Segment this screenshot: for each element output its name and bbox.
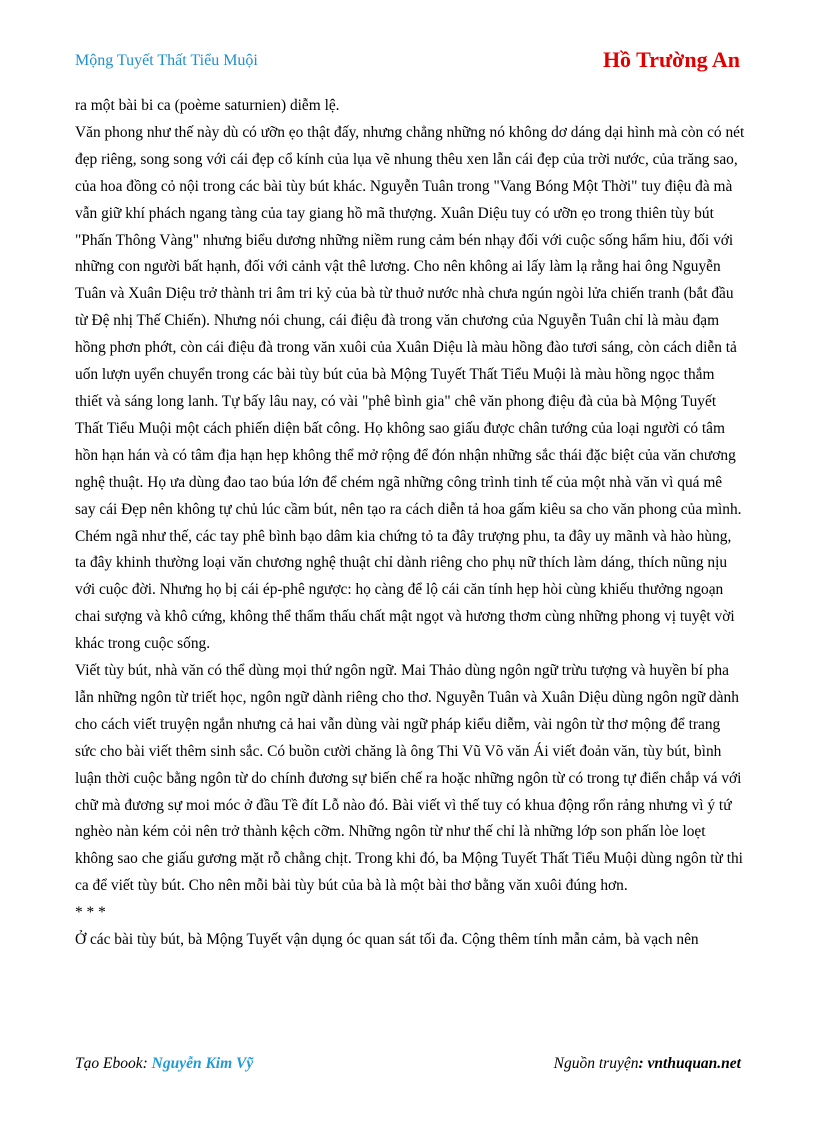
footer-source-site: vnthuquan.net	[647, 1055, 741, 1072]
document-body	[75, 93, 745, 954]
header-book-title: Mộng Tuyết Thất Tiểu Muội	[75, 52, 258, 69]
footer-source-label: Nguồn truyện	[553, 1055, 639, 1072]
paragraph: ra một bài bi ca (poème saturnien) diễm lệ.	[75, 97, 340, 114]
paragraph: Văn phong như thế này dù có ưỡn ẹo thật đấy, nhưng chẳng những nó không dơ dáng dại hình mà còn có nét đẹp riêng, song song với cái đẹp cổ kính của lụa vẽ nhung thêu xen lẫn cái đẹp của trời nước, của trăng sao, của hoa đồng cỏ nội trong các bài tùy bút khác. Nguyễn Tuân trong "Vang Bóng Một Thời" tuy điệu đà mà vẫn giữ khí phách ngang tàng của tay giang hồ mã thượng. Xuân Diệu tuy có ưỡn ẹo trong thiên tùy bút "Phấn Thông Vàng" nhưng biểu dương những niềm rung cảm bén nhạy đối với cuộc sống hẩm hiu, đối với những con người bất hạnh, đối với cảnh vật thê lương. Cho nên không ai lấy làm lạ rằng hai ông Nguyễn Tuân và Xuân Diệu trở thành tri âm tri kỷ của bà từ thuở nước nhà chưa ngún ngòi lửa chiến tranh (bắt đầu từ Đệ nhị Thế Chiến). Nhưng nói chung, cái điệu đà trong văn chương của Nguyễn Tuân chỉ là màu đạm hồng phơn phớt, còn cái điệu đà trong văn xuôi của Xuân Diệu là màu hồng đào tươi sáng, còn cách diễn tả uốn lượn uyển chuyển trong các bài tùy bút của bà Mộng Tuyết Thất Tiểu Muội là màu hồng ngọc thắm thiết và sáng long lanh. Tự bấy lâu nay, có vài "phê bình gia" chê văn phong điệu đà của bà Mộng Tuyết Thất Tiểu Muội một cách phiến diện bất công. Họ không sao giấu được chân tướng của loại người có tâm hồn hạn hán và có tâm địa hạn hẹp không thể mở rộng để đón nhận những sắc thái đặc biệt của văn chương nghệ thuật. Họ ưa dùng đao tao búa lớn để chém ngã những công trình tinh tế của một nhà văn vì quá mê say cái Đẹp nên không tự chủ lúc cầm bút, nên tạo ra cách diễn tả hoa gấm kiêu sa cho văn phong của mình. Chém ngã như thế, các tay phê bình bạo dâm kia chứng tỏ ta đây trượng phu, ta đây uy mãnh và hào hùng, ta đây khinh thường loại văn chương nghệ thuật chỉ dành riêng cho phụ nữ thích làm dáng, thích nũng nịu với cuộc đời. Nhưng họ bị cái ép-phê ngược: họ càng để lộ cái căn tính hẹp hòi cùng khiếu thưởng ngoạn chai sượng và khô cứng, không thể thẩm thấu chất mật ngọt và hương thơm cùng những phong vị tuyệt vời khác trong cuộc sống.	[75, 123, 745, 653]
header-author-name: Hồ Trường An	[602, 47, 740, 72]
section-separator: * * *	[75, 904, 106, 922]
footer-ebook-separator: :	[142, 1055, 152, 1072]
footer-ebook-credit	[75, 1055, 253, 1073]
paragraph: Ở các bài tùy bút, bà Mộng Tuyết vận dụng óc quan sát tối đa. Cộng thêm tính mẫn cảm, bà vạch nên	[75, 931, 699, 949]
paragraph: Viết tùy bút, nhà văn có thể dùng mọi thứ ngôn ngữ. Mai Thảo dùng ngôn ngữ trừu tượng và huyền bí pha lẫn những ngôn từ triết học, ngôn ngữ dành riêng cho thơ. Nguyễn Tuân và Xuân Diệu dùng ngôn ngữ dành cho cách viết truyện ngắn nhưng cả hai vẫn dùng vài ngữ pháp kiểu diễm, vài ngôn từ thơ mộng để trang sức cho bài viết thêm sinh sắc. Có buồn cười chăng là ông Thi Vũ Võ văn Ái viết đoản văn, tùy bút, bình luận thời cuộc bằng ngôn từ do chính đương sự biến chế ra hoặc những ngôn từ có trong tự điển chắp vá với chữ mà đương sự moi móc ở đầu Tề đít Lỗ nào đó. Bài viết vì thế tuy có khua động rổn rảng nhưng vì ý tứ nghèo nàn kém cỏi nên trở thành kệch cỡm. Những ngôn từ như thế chỉ là những lớp son phấn lòe loẹt không sao che giấu gương mặt rỗ chằng chịt. Trong khi đó, ba Mộng Tuyết Thất Tiểu Muội dùng ngôn từ thi ca để viết tùy bút. Cho nên mỗi bài tùy bút của bà là một bài thơ bằng văn xuôi đúng hơn.	[75, 662, 743, 895]
footer-ebook-label: Tạo Ebook	[75, 1055, 143, 1072]
footer-source-separator: :	[638, 1055, 648, 1072]
footer-ebook-creator: Nguyễn Kim Vỹ	[151, 1055, 254, 1072]
footer-source-credit	[554, 1055, 741, 1073]
